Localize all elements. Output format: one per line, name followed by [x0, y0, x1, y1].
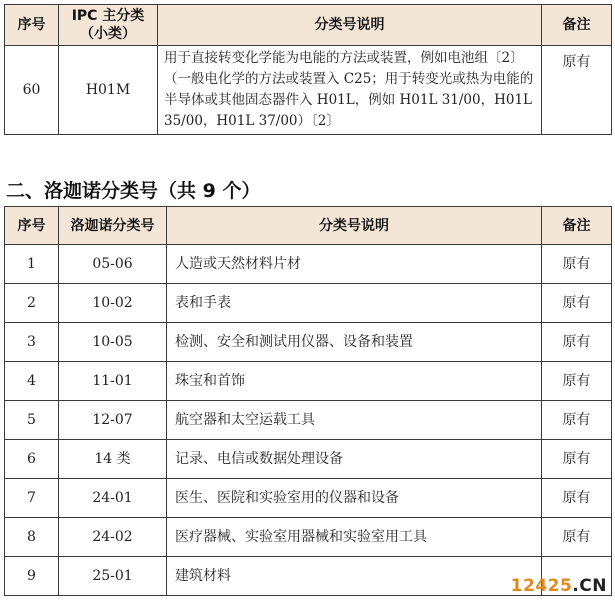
locarno-table [4, 206, 612, 596]
row-code: 24-02 [59, 518, 167, 557]
row-description: 表和手表 [167, 284, 542, 323]
row-code: 24-01 [59, 479, 167, 518]
header-locarno-class: 洛迦诺分类号 [59, 207, 167, 245]
row-index: 2 [5, 284, 59, 323]
header-ipc-class: IPC 主分类 （小类） [59, 5, 158, 46]
table-row [5, 323, 612, 362]
table-row [5, 518, 612, 557]
row-note: 原有 [542, 518, 612, 557]
table-row [5, 46, 612, 135]
table-row [5, 479, 612, 518]
row-index: 7 [5, 479, 59, 518]
row-code: 25-01 [59, 557, 167, 596]
row-index: 1 [5, 245, 59, 284]
table-header-row [5, 207, 612, 245]
row-note: 原有 [542, 284, 612, 323]
row-note: 原有 [542, 323, 612, 362]
row-index: 3 [5, 323, 59, 362]
header-note: 备注 [542, 5, 612, 46]
row-code: 05-06 [59, 245, 167, 284]
row-note: 原有 [542, 401, 612, 440]
row-code: 11-01 [59, 362, 167, 401]
header-index: 序号 [5, 5, 59, 46]
header-index: 序号 [5, 207, 59, 245]
row-index: 9 [5, 557, 59, 596]
table-header-row [5, 5, 612, 46]
row-description: 检测、安全和测试用仪器、设备和装置 [167, 323, 542, 362]
row-code: 14 类 [59, 440, 167, 479]
watermark-logo [511, 576, 607, 596]
row-index: 5 [5, 401, 59, 440]
row-index: 4 [5, 362, 59, 401]
row-code: 12-07 [59, 401, 167, 440]
watermark-number: 12425 [510, 576, 573, 596]
row-description: 用于直接转变化学能为电能的方法或装置，例如电池组〔2〕（一般电化学的方法或装置入 C25；用于转变光或热为电能的半导体或其他固态器件入 H01L，例如 H01L 31/00，H01L 35/00，H01L 37/00）〔2〕 [158, 46, 542, 135]
row-description: 记录、电信或数据处理设备 [167, 440, 542, 479]
table-row [5, 440, 612, 479]
row-code: H01M [59, 46, 158, 135]
row-note: 原有 [542, 46, 612, 135]
row-description: 医生、医院和实验室用的仪器和设备 [167, 479, 542, 518]
ipc-table [4, 4, 612, 135]
row-note: 原有 [542, 479, 612, 518]
watermark-domain: .CN [572, 576, 607, 596]
row-index: 6 [5, 440, 59, 479]
row-index: 60 [5, 46, 59, 135]
row-description: 医疗器械、实验室用器械和实验室用工具 [167, 518, 542, 557]
row-description: 建筑材料 [167, 557, 542, 596]
row-description: 珠宝和首饰 [167, 362, 542, 401]
row-code: 10-02 [59, 284, 167, 323]
section-heading: 二、洛迦诺分类号（共 9 个） [6, 180, 261, 202]
row-index: 8 [5, 518, 59, 557]
table-row [5, 284, 612, 323]
table-row [5, 245, 612, 284]
row-description: 人造或天然材料片材 [167, 245, 542, 284]
header-note: 备注 [542, 207, 612, 245]
row-note: 原有 [542, 362, 612, 401]
row-description: 航空器和太空运载工具 [167, 401, 542, 440]
locarno-table-body [5, 245, 612, 596]
header-description: 分类号说明 [158, 5, 542, 46]
table-row [5, 362, 612, 401]
table-row [5, 401, 612, 440]
header-description: 分类号说明 [167, 207, 542, 245]
row-note: 原有 [542, 440, 612, 479]
row-code: 10-05 [59, 323, 167, 362]
row-note: 原有 [542, 245, 612, 284]
